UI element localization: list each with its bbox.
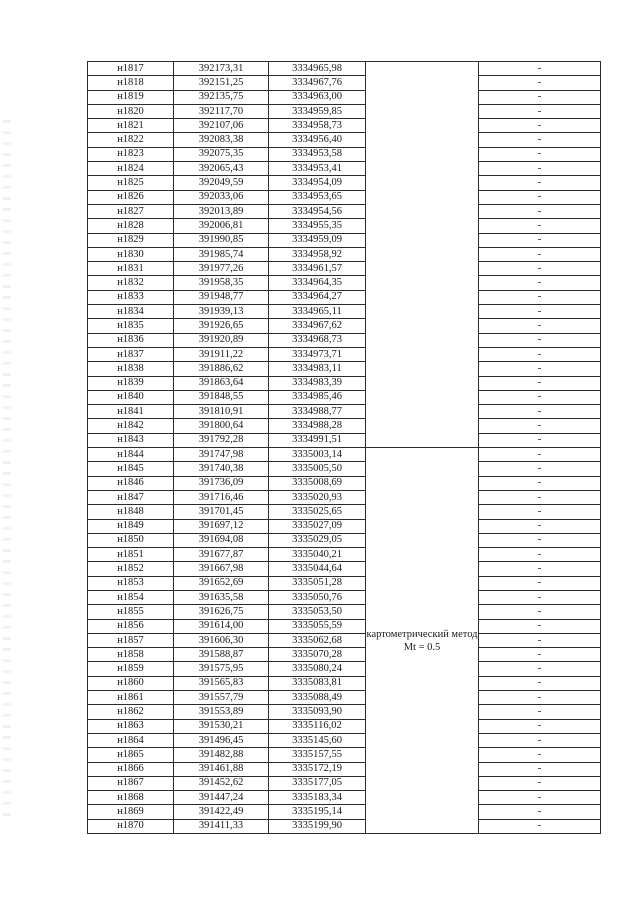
point-id-cell: н1863 (88, 719, 174, 733)
x-coordinate-cell: 391606,30 (174, 633, 269, 647)
point-id-cell: н1818 (88, 76, 174, 90)
point-id-cell: н1848 (88, 505, 174, 519)
y-coordinate-cell: 3334967,76 (269, 76, 366, 90)
x-coordinate-cell: 391626,75 (174, 605, 269, 619)
x-coordinate-cell: 391614,00 (174, 619, 269, 633)
x-coordinate-cell: 391482,88 (174, 748, 269, 762)
accuracy-cell: - (479, 691, 601, 705)
point-id-cell: н1824 (88, 162, 174, 176)
point-id-cell: н1859 (88, 662, 174, 676)
y-coordinate-cell: 3335027,09 (269, 519, 366, 533)
table-row (88, 433, 601, 447)
point-id-cell: н1855 (88, 605, 174, 619)
point-id-cell: н1820 (88, 104, 174, 118)
accuracy-cell: - (479, 147, 601, 161)
x-coordinate-cell: 391990,85 (174, 233, 269, 247)
y-coordinate-cell: 3335005,50 (269, 462, 366, 476)
table-row (88, 162, 601, 176)
x-coordinate-cell: 391667,98 (174, 562, 269, 576)
accuracy-cell: - (479, 733, 601, 747)
coordinates-table (87, 61, 601, 834)
x-coordinate-cell: 392065,43 (174, 162, 269, 176)
point-id-cell: н1866 (88, 762, 174, 776)
point-id-cell: н1821 (88, 119, 174, 133)
y-coordinate-cell: 3335157,55 (269, 748, 366, 762)
y-coordinate-cell: 3334963,00 (269, 90, 366, 104)
point-id-cell: н1841 (88, 405, 174, 419)
y-coordinate-cell: 3335044,64 (269, 562, 366, 576)
point-id-cell: н1864 (88, 733, 174, 747)
y-coordinate-cell: 3335183,34 (269, 791, 366, 805)
table-row (88, 705, 601, 719)
x-coordinate-cell: 391792,28 (174, 433, 269, 447)
accuracy-cell: - (479, 162, 601, 176)
accuracy-cell: - (479, 247, 601, 261)
y-coordinate-cell: 3334967,62 (269, 319, 366, 333)
x-coordinate-cell: 392135,75 (174, 90, 269, 104)
point-id-cell: н1851 (88, 548, 174, 562)
table-row (88, 791, 601, 805)
point-id-cell: н1828 (88, 219, 174, 233)
point-id-cell: н1842 (88, 419, 174, 433)
x-coordinate-cell: 391565,83 (174, 676, 269, 690)
y-coordinate-cell: 3334991,51 (269, 433, 366, 447)
accuracy-cell: - (479, 219, 601, 233)
y-coordinate-cell: 3334988,77 (269, 405, 366, 419)
y-coordinate-cell: 3335145,60 (269, 733, 366, 747)
x-coordinate-cell: 392173,31 (174, 62, 269, 76)
table-row (88, 104, 601, 118)
accuracy-cell: - (479, 119, 601, 133)
point-id-cell: н1849 (88, 519, 174, 533)
accuracy-cell: - (479, 819, 601, 833)
y-coordinate-cell: 3334959,85 (269, 104, 366, 118)
table-row (88, 390, 601, 404)
y-coordinate-cell: 3334954,09 (269, 176, 366, 190)
accuracy-cell: - (479, 776, 601, 790)
y-coordinate-cell: 3335070,28 (269, 648, 366, 662)
table-row (88, 719, 601, 733)
table-row (88, 176, 601, 190)
method-cell: картометрический метод Mt = 0.5 (366, 448, 479, 834)
y-coordinate-cell: 3335003,14 (269, 448, 366, 462)
y-coordinate-cell: 3335080,24 (269, 662, 366, 676)
x-coordinate-cell: 391716,46 (174, 490, 269, 504)
x-coordinate-cell: 391677,87 (174, 548, 269, 562)
accuracy-cell: - (479, 662, 601, 676)
x-coordinate-cell: 391422,49 (174, 805, 269, 819)
point-id-cell: н1853 (88, 576, 174, 590)
point-id-cell: н1825 (88, 176, 174, 190)
x-coordinate-cell: 391926,65 (174, 319, 269, 333)
x-coordinate-cell: 392006,81 (174, 219, 269, 233)
y-coordinate-cell: 3334964,35 (269, 276, 366, 290)
point-id-cell: н1845 (88, 462, 174, 476)
x-coordinate-cell: 391701,45 (174, 505, 269, 519)
table-row (88, 462, 601, 476)
accuracy-cell: - (479, 619, 601, 633)
point-id-cell: н1860 (88, 676, 174, 690)
y-coordinate-cell: 3334953,41 (269, 162, 366, 176)
y-coordinate-cell: 3335177,05 (269, 776, 366, 790)
y-coordinate-cell: 3335053,50 (269, 605, 366, 619)
table-row (88, 805, 601, 819)
accuracy-cell: - (479, 76, 601, 90)
y-coordinate-cell: 3334983,11 (269, 362, 366, 376)
accuracy-cell: - (479, 462, 601, 476)
x-coordinate-cell: 391911,22 (174, 347, 269, 361)
accuracy-cell: - (479, 405, 601, 419)
y-coordinate-cell: 3334958,92 (269, 247, 366, 261)
accuracy-cell: - (479, 519, 601, 533)
accuracy-cell: - (479, 719, 601, 733)
accuracy-cell: - (479, 104, 601, 118)
accuracy-cell: - (479, 633, 601, 647)
x-coordinate-cell: 392033,06 (174, 190, 269, 204)
point-id-cell: н1838 (88, 362, 174, 376)
table-row (88, 405, 601, 419)
point-id-cell: н1862 (88, 705, 174, 719)
accuracy-cell: - (479, 505, 601, 519)
point-id-cell: н1834 (88, 305, 174, 319)
accuracy-cell: - (479, 90, 601, 104)
accuracy-cell: - (479, 533, 601, 547)
accuracy-cell: - (479, 590, 601, 604)
accuracy-cell: - (479, 376, 601, 390)
accuracy-cell: - (479, 762, 601, 776)
x-coordinate-cell: 391496,45 (174, 733, 269, 747)
point-id-cell: н1850 (88, 533, 174, 547)
y-coordinate-cell: 3335050,76 (269, 590, 366, 604)
point-id-cell: н1837 (88, 347, 174, 361)
accuracy-cell: - (479, 490, 601, 504)
y-coordinate-cell: 3334985,46 (269, 390, 366, 404)
x-coordinate-cell: 391635,58 (174, 590, 269, 604)
table-row (88, 691, 601, 705)
table-row (88, 219, 601, 233)
y-coordinate-cell: 3335062,68 (269, 633, 366, 647)
accuracy-cell: - (479, 305, 601, 319)
table-row (88, 548, 601, 562)
accuracy-cell: - (479, 748, 601, 762)
table-row (88, 476, 601, 490)
accuracy-cell: - (479, 419, 601, 433)
method-cell-empty (366, 62, 479, 448)
table-row (88, 233, 601, 247)
table-row (88, 662, 601, 676)
y-coordinate-cell: 3334965,11 (269, 305, 366, 319)
x-coordinate-cell: 391886,62 (174, 362, 269, 376)
table-row (88, 819, 601, 833)
table-row (88, 319, 601, 333)
point-id-cell: н1839 (88, 376, 174, 390)
y-coordinate-cell: 3335093,90 (269, 705, 366, 719)
point-id-cell: н1865 (88, 748, 174, 762)
accuracy-cell: - (479, 705, 601, 719)
y-coordinate-cell: 3335172,19 (269, 762, 366, 776)
x-coordinate-cell: 391452,62 (174, 776, 269, 790)
accuracy-cell: - (479, 476, 601, 490)
x-coordinate-cell: 391694,08 (174, 533, 269, 547)
accuracy-cell: - (479, 362, 601, 376)
coordinates-table-body (88, 62, 601, 834)
table-row (88, 590, 601, 604)
y-coordinate-cell: 3334973,71 (269, 347, 366, 361)
y-coordinate-cell: 3335083,81 (269, 676, 366, 690)
point-id-cell: н1823 (88, 147, 174, 161)
table-row (88, 204, 601, 218)
point-id-cell: н1829 (88, 233, 174, 247)
accuracy-cell: - (479, 290, 601, 304)
y-coordinate-cell: 3335040,21 (269, 548, 366, 562)
table-row (88, 347, 601, 361)
accuracy-cell: - (479, 676, 601, 690)
x-coordinate-cell: 392013,89 (174, 204, 269, 218)
accuracy-cell: - (479, 805, 601, 819)
x-coordinate-cell: 391800,64 (174, 419, 269, 433)
point-id-cell: н1840 (88, 390, 174, 404)
table-row (88, 490, 601, 504)
x-coordinate-cell: 392151,25 (174, 76, 269, 90)
table-row (88, 190, 601, 204)
y-coordinate-cell: 3334968,73 (269, 333, 366, 347)
table-row (88, 762, 601, 776)
y-coordinate-cell: 3335029,05 (269, 533, 366, 547)
accuracy-cell: - (479, 448, 601, 462)
y-coordinate-cell: 3335195,14 (269, 805, 366, 819)
x-coordinate-cell: 391848,55 (174, 390, 269, 404)
point-id-cell: н1826 (88, 190, 174, 204)
point-id-cell: н1833 (88, 290, 174, 304)
table-row (88, 362, 601, 376)
y-coordinate-cell: 3335199,90 (269, 819, 366, 833)
table-row (88, 262, 601, 276)
point-id-cell: н1844 (88, 448, 174, 462)
table-row (88, 748, 601, 762)
x-coordinate-cell: 391977,26 (174, 262, 269, 276)
point-id-cell: н1819 (88, 90, 174, 104)
table-row (88, 776, 601, 790)
accuracy-cell: - (479, 562, 601, 576)
table-row (88, 505, 601, 519)
accuracy-cell: - (479, 791, 601, 805)
x-coordinate-cell: 391920,89 (174, 333, 269, 347)
table-row (88, 119, 601, 133)
point-id-cell: н1822 (88, 133, 174, 147)
accuracy-cell: - (479, 576, 601, 590)
accuracy-cell: - (479, 204, 601, 218)
table-row (88, 648, 601, 662)
y-coordinate-cell: 3335008,69 (269, 476, 366, 490)
table-row (88, 305, 601, 319)
table-row (88, 419, 601, 433)
table-row (88, 76, 601, 90)
y-coordinate-cell: 3334988,28 (269, 419, 366, 433)
table-row (88, 448, 601, 462)
table-row (88, 576, 601, 590)
accuracy-cell: - (479, 133, 601, 147)
accuracy-cell: - (479, 333, 601, 347)
y-coordinate-cell: 3334953,65 (269, 190, 366, 204)
x-coordinate-cell: 391652,69 (174, 576, 269, 590)
point-id-cell: н1832 (88, 276, 174, 290)
table-row (88, 90, 601, 104)
point-id-cell: н1854 (88, 590, 174, 604)
point-id-cell: н1861 (88, 691, 174, 705)
table-row (88, 276, 601, 290)
table-row (88, 376, 601, 390)
scan-edge-artifact (3, 120, 11, 820)
point-id-cell: н1867 (88, 776, 174, 790)
x-coordinate-cell: 391736,09 (174, 476, 269, 490)
table-row (88, 62, 601, 76)
x-coordinate-cell: 391557,79 (174, 691, 269, 705)
x-coordinate-cell: 391985,74 (174, 247, 269, 261)
y-coordinate-cell: 3334958,73 (269, 119, 366, 133)
x-coordinate-cell: 392107,06 (174, 119, 269, 133)
table-row (88, 247, 601, 261)
table-row (88, 290, 601, 304)
y-coordinate-cell: 3334954,56 (269, 204, 366, 218)
accuracy-cell: - (479, 262, 601, 276)
x-coordinate-cell: 391697,12 (174, 519, 269, 533)
accuracy-cell: - (479, 319, 601, 333)
point-id-cell: н1847 (88, 490, 174, 504)
y-coordinate-cell: 3335020,93 (269, 490, 366, 504)
table-row (88, 147, 601, 161)
table-row (88, 333, 601, 347)
table-row (88, 676, 601, 690)
point-id-cell: н1869 (88, 805, 174, 819)
y-coordinate-cell: 3334955,35 (269, 219, 366, 233)
x-coordinate-cell: 391958,35 (174, 276, 269, 290)
y-coordinate-cell: 3334959,09 (269, 233, 366, 247)
y-coordinate-cell: 3335116,02 (269, 719, 366, 733)
y-coordinate-cell: 3334961,57 (269, 262, 366, 276)
point-id-cell: н1843 (88, 433, 174, 447)
x-coordinate-cell: 392075,35 (174, 147, 269, 161)
accuracy-cell: - (479, 648, 601, 662)
y-coordinate-cell: 3335055,59 (269, 619, 366, 633)
accuracy-cell: - (479, 390, 601, 404)
accuracy-cell: - (479, 190, 601, 204)
point-id-cell: н1830 (88, 247, 174, 261)
accuracy-cell: - (479, 233, 601, 247)
x-coordinate-cell: 391575,95 (174, 662, 269, 676)
accuracy-cell: - (479, 62, 601, 76)
point-id-cell: н1858 (88, 648, 174, 662)
point-id-cell: н1856 (88, 619, 174, 633)
x-coordinate-cell: 391810,91 (174, 405, 269, 419)
x-coordinate-cell: 391740,38 (174, 462, 269, 476)
accuracy-cell: - (479, 276, 601, 290)
table-row (88, 619, 601, 633)
point-id-cell: н1846 (88, 476, 174, 490)
x-coordinate-cell: 392117,70 (174, 104, 269, 118)
point-id-cell: н1852 (88, 562, 174, 576)
point-id-cell: н1835 (88, 319, 174, 333)
x-coordinate-cell: 391553,89 (174, 705, 269, 719)
accuracy-cell: - (479, 605, 601, 619)
x-coordinate-cell: 392049,59 (174, 176, 269, 190)
y-coordinate-cell: 3335025,65 (269, 505, 366, 519)
accuracy-cell: - (479, 347, 601, 361)
table-row (88, 519, 601, 533)
x-coordinate-cell: 392083,38 (174, 133, 269, 147)
point-id-cell: н1817 (88, 62, 174, 76)
accuracy-cell: - (479, 176, 601, 190)
table-row (88, 562, 601, 576)
x-coordinate-cell: 391447,24 (174, 791, 269, 805)
point-id-cell: н1836 (88, 333, 174, 347)
table-row (88, 605, 601, 619)
x-coordinate-cell: 391863,64 (174, 376, 269, 390)
table-row (88, 133, 601, 147)
accuracy-cell: - (479, 548, 601, 562)
point-id-cell: н1831 (88, 262, 174, 276)
y-coordinate-cell: 3335051,28 (269, 576, 366, 590)
table-row (88, 533, 601, 547)
table-row (88, 633, 601, 647)
y-coordinate-cell: 3334983,39 (269, 376, 366, 390)
x-coordinate-cell: 391530,21 (174, 719, 269, 733)
x-coordinate-cell: 391939,13 (174, 305, 269, 319)
y-coordinate-cell: 3335088,49 (269, 691, 366, 705)
x-coordinate-cell: 391588,87 (174, 648, 269, 662)
x-coordinate-cell: 391747,98 (174, 448, 269, 462)
point-id-cell: н1870 (88, 819, 174, 833)
table-row (88, 733, 601, 747)
point-id-cell: н1857 (88, 633, 174, 647)
y-coordinate-cell: 3334964,27 (269, 290, 366, 304)
x-coordinate-cell: 391461,88 (174, 762, 269, 776)
x-coordinate-cell: 391411,33 (174, 819, 269, 833)
accuracy-cell: - (479, 433, 601, 447)
y-coordinate-cell: 3334956,40 (269, 133, 366, 147)
point-id-cell: н1868 (88, 791, 174, 805)
x-coordinate-cell: 391948,77 (174, 290, 269, 304)
y-coordinate-cell: 3334953,58 (269, 147, 366, 161)
point-id-cell: н1827 (88, 204, 174, 218)
y-coordinate-cell: 3334965,98 (269, 62, 366, 76)
